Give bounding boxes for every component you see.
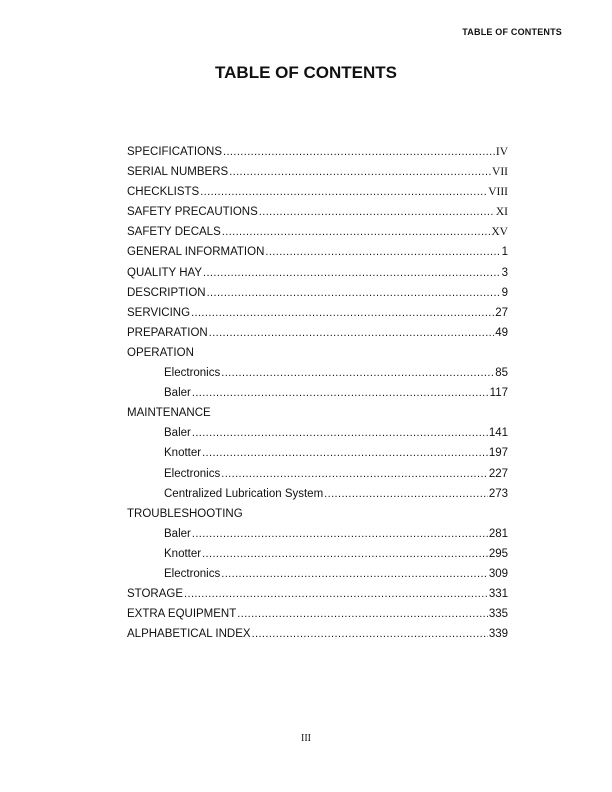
dot-leader <box>207 283 501 303</box>
dot-leader <box>203 263 501 283</box>
toc-entry-label: Centralized Lubrication System <box>164 487 324 500</box>
toc-entry-alphabetical-index[interactable] <box>127 624 508 644</box>
toc-entry-page: 295 <box>488 547 508 560</box>
toc-subentry-troubleshooting-electronics[interactable] <box>127 564 508 584</box>
toc-entry-storage[interactable] <box>127 584 508 604</box>
dot-leader <box>191 303 494 323</box>
toc-entry-label: SERIAL NUMBERS <box>127 166 229 179</box>
toc-entry-label: CHECKLISTS <box>127 186 200 199</box>
table-of-contents <box>127 142 508 644</box>
toc-entry-label: Baler <box>164 427 191 440</box>
page-title: TABLE OF CONTENTS <box>215 63 397 82</box>
dot-leader <box>229 162 491 182</box>
toc-entry-label: PREPARATION <box>127 326 208 339</box>
toc-section-label: OPERATION <box>127 346 194 359</box>
toc-entry-page: 309 <box>488 567 508 580</box>
dot-leader <box>223 142 495 162</box>
toc-entry-safety-precautions[interactable] <box>127 202 508 222</box>
dot-leader <box>221 363 494 383</box>
toc-entry-description[interactable] <box>127 283 508 303</box>
dot-leader <box>222 222 491 242</box>
toc-entry-extra-equipment[interactable] <box>127 604 508 624</box>
toc-entry-label: Electronics <box>164 367 221 380</box>
toc-entry-preparation[interactable] <box>127 323 508 343</box>
toc-entry-quality-hay[interactable] <box>127 263 508 283</box>
toc-entry-specifications[interactable] <box>127 142 508 162</box>
toc-entry-page: VIII <box>488 186 508 199</box>
toc-entry-serial-numbers[interactable] <box>127 162 508 182</box>
toc-entry-page: IV <box>495 146 508 158</box>
dot-leader <box>200 182 487 202</box>
toc-entry-checklists[interactable] <box>127 182 508 202</box>
running-header: TABLE OF CONTENTS <box>462 27 562 37</box>
toc-entry-servicing[interactable] <box>127 303 508 323</box>
toc-entry-page: 335 <box>488 608 508 621</box>
dot-leader <box>209 323 494 343</box>
toc-entry-label: SAFETY PRECAUTIONS <box>127 206 258 219</box>
dot-leader <box>202 443 488 463</box>
toc-entry-page: 49 <box>495 326 508 339</box>
toc-entry-page: 273 <box>488 487 508 500</box>
toc-entry-label: SAFETY DECALS <box>127 226 221 239</box>
toc-subentry-maintenance-electronics[interactable] <box>127 464 508 484</box>
toc-entry-page: 9 <box>501 286 508 299</box>
toc-subentry-operation-baler[interactable] <box>127 383 508 403</box>
toc-entry-page: XI <box>495 206 508 219</box>
toc-entry-safety-decals[interactable] <box>127 222 508 242</box>
toc-entry-label: ALPHABETICAL INDEX <box>127 628 251 641</box>
toc-entry-page: 227 <box>488 467 508 480</box>
toc-entry-label: EXTRA EQUIPMENT <box>127 608 237 621</box>
toc-entry-label: Knotter <box>164 547 202 560</box>
toc-entry-page: 141 <box>488 427 508 440</box>
toc-section-maintenance[interactable] <box>127 403 508 423</box>
toc-subentry-maintenance-knotter[interactable] <box>127 443 508 463</box>
toc-subentry-troubleshooting-baler[interactable] <box>127 524 508 544</box>
dot-leader <box>252 624 488 644</box>
toc-section-label: MAINTENANCE <box>127 407 211 420</box>
toc-entry-page: 3 <box>501 266 508 279</box>
dot-leader <box>192 423 488 443</box>
dot-leader <box>221 564 488 584</box>
toc-entry-label: Knotter <box>164 447 202 460</box>
toc-entry-page: XV <box>491 226 508 239</box>
dot-leader <box>324 484 488 504</box>
toc-entry-label: Baler <box>164 527 191 540</box>
dot-leader <box>202 544 488 564</box>
toc-entry-label: Electronics <box>164 567 221 580</box>
dot-leader <box>192 524 488 544</box>
toc-subentry-maintenance-baler[interactable] <box>127 423 508 443</box>
toc-section-troubleshooting[interactable] <box>127 504 508 524</box>
toc-entry-label: STORAGE <box>127 588 184 601</box>
toc-entry-label: Electronics <box>164 467 221 480</box>
dot-leader <box>221 464 488 484</box>
toc-section-label: TROUBLESHOOTING <box>127 507 243 520</box>
toc-subentry-troubleshooting-knotter[interactable] <box>127 544 508 564</box>
toc-subentry-operation-electronics[interactable] <box>127 363 508 383</box>
dot-leader <box>265 242 500 262</box>
toc-entry-label: QUALITY HAY <box>127 266 202 279</box>
toc-entry-page: 27 <box>495 306 508 319</box>
toc-entry-label: Baler <box>164 387 191 400</box>
toc-entry-page: 339 <box>488 628 508 641</box>
page-number: III <box>301 733 311 744</box>
toc-entry-page: 281 <box>488 527 508 540</box>
toc-entry-page: 197 <box>488 447 508 460</box>
toc-entry-label: DESCRIPTION <box>127 286 206 299</box>
toc-entry-label: GENERAL INFORMATION <box>127 246 265 259</box>
toc-entry-page: 85 <box>495 367 508 380</box>
toc-entry-label: SERVICING <box>127 306 191 319</box>
toc-entry-general-information[interactable] <box>127 242 508 262</box>
toc-subentry-maintenance-lubrication[interactable] <box>127 484 508 504</box>
dot-leader <box>259 202 495 222</box>
dot-leader <box>237 604 488 624</box>
dot-leader <box>192 383 489 403</box>
toc-entry-page: 117 <box>489 387 508 400</box>
toc-section-operation[interactable] <box>127 343 508 363</box>
toc-entry-page: 331 <box>488 588 508 601</box>
dot-leader <box>184 584 488 604</box>
toc-entry-label: SPECIFICATIONS <box>127 146 222 158</box>
toc-entry-page: VII <box>492 166 508 179</box>
toc-entry-page: 1 <box>501 246 508 259</box>
